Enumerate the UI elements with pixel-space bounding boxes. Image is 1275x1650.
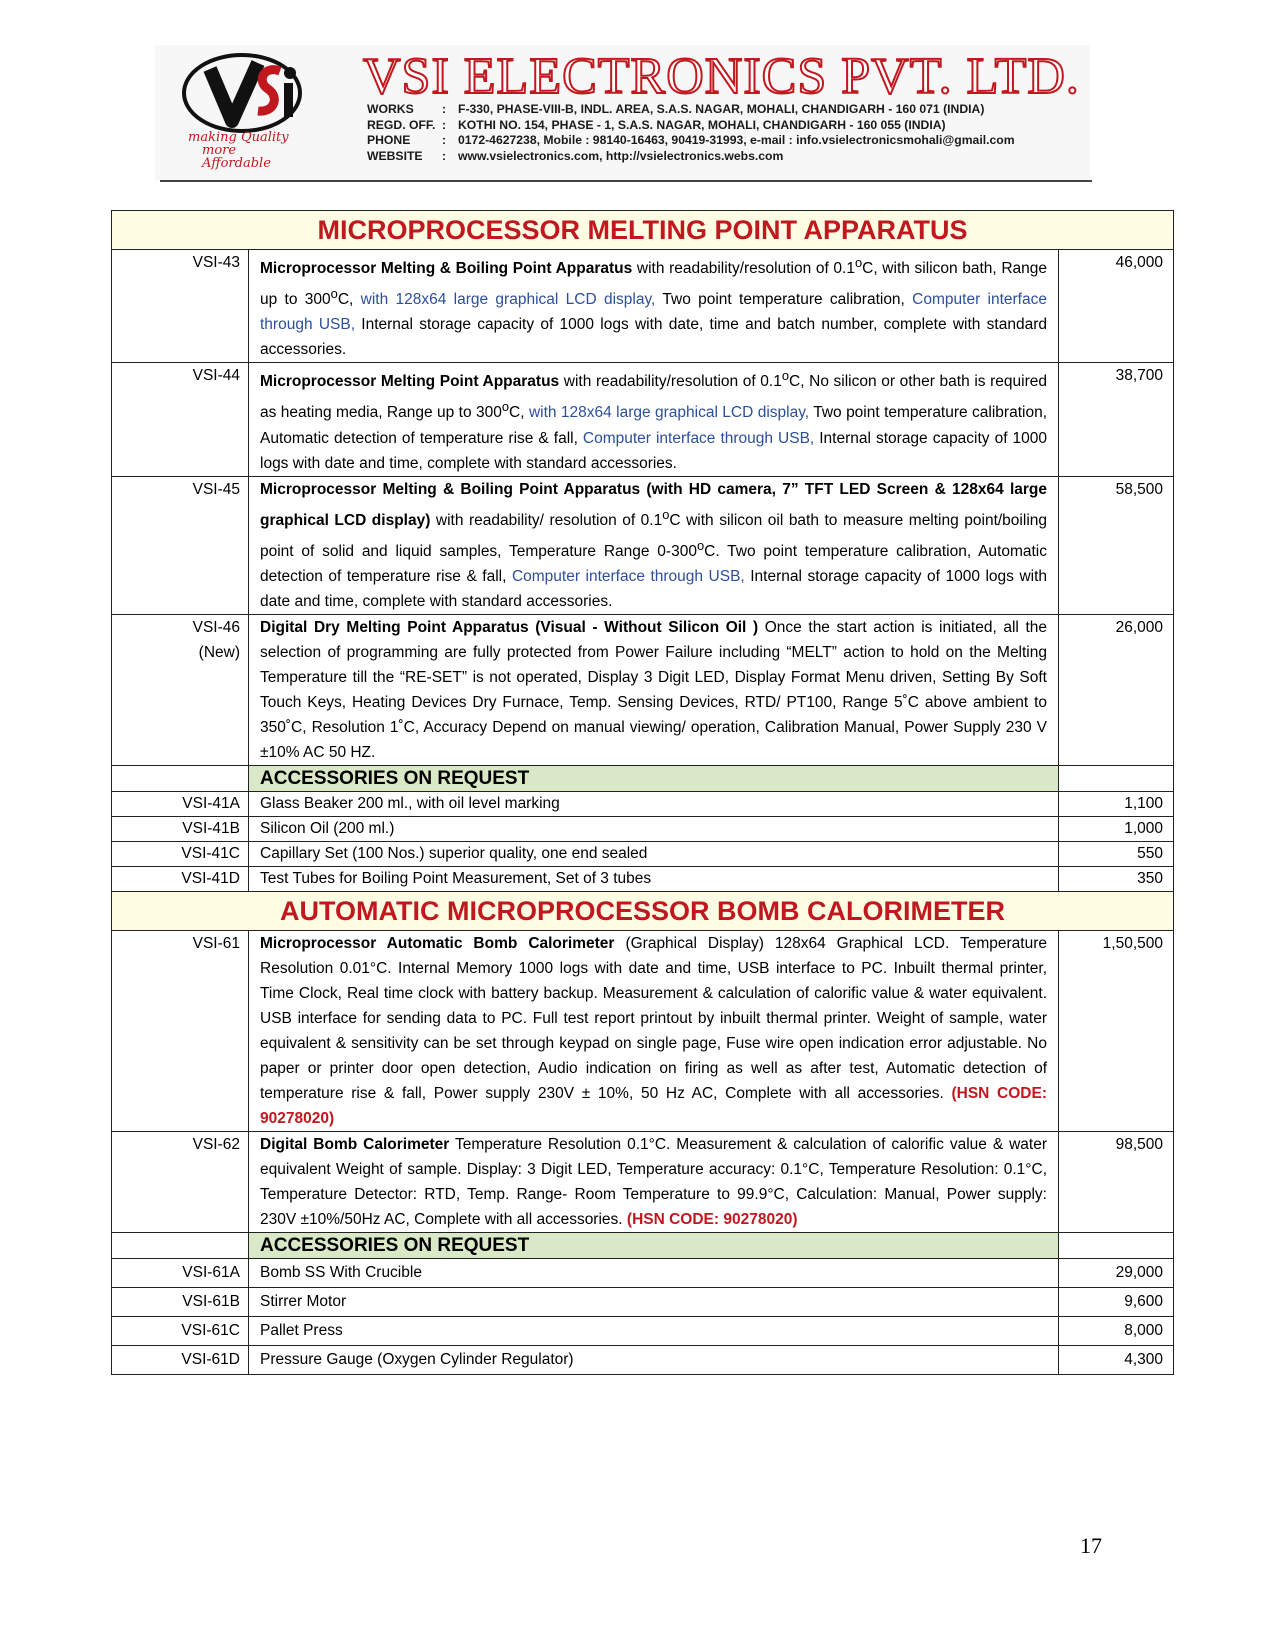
contact-label: REGD. OFF.: [367, 117, 436, 132]
desc-highlight: with 128x64 large graphical LCD display,: [360, 291, 656, 309]
contact-website: [367, 149, 1015, 165]
accessory-row: [112, 866, 1174, 891]
accessory-row: [112, 816, 1174, 841]
contact-label: PHONE: [367, 133, 411, 147]
product-description: [249, 250, 1059, 363]
accessory-row: [112, 841, 1174, 866]
product-code-note: (New): [198, 643, 240, 661]
degree-mark: o: [501, 399, 510, 415]
accessories-header: [112, 765, 1174, 791]
accessory-code: VSI-61A: [112, 1258, 249, 1287]
product-code: VSI-61: [112, 930, 249, 1131]
product-row: [112, 363, 1174, 476]
product-code: VSI-62: [112, 1131, 249, 1232]
desc-highlight: Computer interface through USB,: [260, 291, 1047, 334]
desc-text: (Graphical Display) 128x64 Graphical LCD. Temperature Resolution 0.01°C. Internal Memory 1000 logs with date and time, USB interface to PC. Inbuilt thermal printer, Time Clock, Real time clock with battery backup. Measurement & calculation of calorific value & water equivalent. USB interface for sending data to PC. Full test report printout by inbuilt thermal printer. Weight of sample, water equivalent & sensitivity can be set through keypad on single page, Fuse wire open indication error adjustable. No paper or printer door open detection, Audio indication on firing as well as after test, Automatic detection of temperature rise & fall, Power supply 230V ± 10%, 50 Hz AC, Complete with all accessories.: [260, 934, 1048, 1102]
degree-mark: o: [662, 506, 670, 522]
product-price: 46,000: [1059, 250, 1174, 363]
accessories-header: [112, 1232, 1174, 1258]
accessory-description: Test Tubes for Boiling Point Measurement, Set of 3 tubes: [249, 866, 1059, 891]
accessory-description: Stirrer Motor: [249, 1287, 1059, 1316]
section-title: MICROPROCESSOR MELTING POINT APPARATUS: [112, 211, 1174, 250]
degree-mark: o: [696, 537, 705, 553]
accessory-description: Pressure Gauge (Oxygen Cylinder Regulator): [249, 1345, 1059, 1374]
letterhead: [155, 45, 1090, 180]
desc-text: C,: [337, 291, 361, 309]
product-row: [112, 930, 1174, 1131]
contact-works: [367, 102, 1015, 118]
accessory-description: Bomb SS With Crucible: [249, 1258, 1059, 1287]
product-title: Digital Bomb Calorimeter: [260, 1135, 450, 1153]
product-title: Microprocessor Melting & Boiling Point Apparatus: [260, 260, 633, 278]
product-code: VSI-44: [112, 363, 249, 476]
desc-highlight: Computer interface through USB,: [582, 429, 815, 447]
accessory-code: VSI-61D: [112, 1345, 249, 1374]
section-header-calorimeter: [112, 891, 1174, 930]
accessories-title: ACCESSORIES ON REQUEST: [249, 765, 1059, 791]
product-row: [112, 614, 1174, 765]
product-price: 58,500: [1059, 476, 1174, 614]
desc-text: with readability/resolution of 0.1: [559, 373, 782, 391]
contact-separator: :: [442, 102, 447, 116]
accessory-code: VSI-61B: [112, 1287, 249, 1316]
desc-text: Once the start action is initiated, all the selection of programming are fully protected from Power Failure including “MELT” action to hold on the Melting Temperature till the “RE-SET” is not operated, Display 3 Digit LED, Display Format Menu driven, Setting By Soft Touch Keys, Heating Devices Dry Furnace, Temp. Sensing Devices, RTD/ PT100, Range 5˚C above ambient to 350˚C, Resolution 1˚C, Accuracy Depend on manual viewing/ operation, Calibration Manual, Power Supply 230 V ±10% AC 50 HZ.: [260, 618, 1048, 761]
product-price: 26,000: [1059, 614, 1174, 765]
contact-label: WORKS: [367, 102, 414, 116]
product-code: VSI-46: [192, 618, 240, 636]
accessories-title: ACCESSORIES ON REQUEST: [249, 1232, 1059, 1258]
accessory-row: [112, 1316, 1174, 1345]
desc-text: C. Two point temperature calibration, Automatic detection of temperature rise & fall,: [260, 542, 1047, 585]
accessory-price: 9,600: [1059, 1287, 1174, 1316]
product-description: [249, 930, 1059, 1131]
accessory-price: 4,300: [1059, 1345, 1174, 1374]
contact-block: [367, 102, 1015, 164]
hsn-code: (HSN CODE: 90278020): [626, 1210, 798, 1228]
product-title: Microprocessor Automatic Bomb Calorimeter: [260, 934, 615, 952]
product-price: 38,700: [1059, 363, 1174, 476]
company-tagline: [188, 131, 308, 170]
desc-text: C, with silicon bath, Range up to 300: [260, 260, 1047, 309]
section-title: AUTOMATIC MICROPROCESSOR BOMB CALORIMETER: [112, 891, 1174, 930]
contact-value: F-330, PHASE-VIII-B, INDL. AREA, S.A.S. NAGAR, MOHALI, CHANDIGARH - 160 071 (INDIA): [458, 102, 985, 116]
contact-regd-office: [367, 118, 1015, 134]
product-description: [249, 363, 1059, 476]
page-number: 17: [1080, 1533, 1102, 1558]
accessory-price: 550: [1059, 841, 1174, 866]
empty-cell: [112, 1232, 249, 1258]
desc-text: Internal storage capacity of 1000 logs with date and time, complete with standard accessories.: [260, 429, 1048, 472]
product-title: Microprocessor Melting & Boiling Point Apparatus (with HD camera, 7” TFT LED Screen & 128x64 large graphical LCD display): [260, 480, 1047, 529]
accessory-code: VSI-41B: [112, 816, 249, 841]
desc-text: Internal storage capacity of 1000 logs with date, time and batch number, complete with standard accessories.: [260, 316, 1047, 359]
accessory-price: 350: [1059, 866, 1174, 891]
product-price: 1,50,500: [1059, 930, 1174, 1131]
contact-value: www.vsielectronics.com, http://vsielectronics.webs.com: [458, 148, 784, 163]
section-header-melting: [112, 211, 1174, 250]
letterhead-divider: [160, 180, 1092, 182]
contact-separator: :: [442, 117, 447, 132]
desc-text: Temperature Resolution 0.1°C. Measurement & calculation of calorific value & water equivalent Weight of sample. Display: 3 Digit LED, Temperature accuracy: 0.1°C, Temperature Resolution: 0.1°C, Temperature Detector: RTD, Temp. Range- Room Temperature to 99.9°C, Calculation: Manual, Power supply: 230V ±10%/50Hz AC, Complete with all accessories.: [260, 1135, 1047, 1228]
desc-text: Two point temperature calibration, Automatic detection of temperature rise & fall,: [260, 404, 1047, 447]
empty-cell: [112, 765, 249, 791]
accessory-code: VSI-61C: [112, 1316, 249, 1345]
contact-phone: [367, 133, 1015, 149]
accessory-description: Silicon Oil (200 ml.): [249, 816, 1059, 841]
product-description: [249, 614, 1059, 765]
accessory-price: 1,100: [1059, 791, 1174, 816]
contact-value: KOTHI NO. 154, PHASE - 1, S.A.S. NAGAR, MOHALI, CHANDIGARH - 160 055 (INDIA): [458, 117, 946, 132]
accessory-price: 8,000: [1059, 1316, 1174, 1345]
desc-text: C with silicon oil bath to measure melting point/boiling point of solid and liquid samples, Temperature Range 0-300: [260, 511, 1047, 560]
accessory-row: [112, 1345, 1174, 1374]
contact-value: 0172-4627238, Mobile : 98140-16463, 90419-31993, e-mail : info.vsielectronicsmohali@gmail.com: [458, 133, 1015, 147]
degree-mark: o: [781, 368, 790, 384]
desc-text: with readability/ resolution of 0.1: [430, 511, 663, 529]
product-code: VSI-43: [112, 250, 249, 363]
product-title: Digital Dry Melting Point Apparatus (Visual - Without Silicon Oil ): [260, 618, 759, 636]
hsn-code: (HSN CODE: 90278020): [260, 1084, 1048, 1127]
product-code: VSI-45: [112, 476, 249, 614]
company-name: VSI ELECTRONICS PVT. LTD.: [363, 48, 1080, 105]
desc-text: C, No silicon or other bath is required as heating media, Range up to 300: [260, 373, 1047, 422]
degree-mark: o: [330, 286, 338, 302]
accessory-description: Pallet Press: [249, 1316, 1059, 1345]
product-description: [249, 476, 1059, 614]
accessory-price: 1,000: [1059, 816, 1174, 841]
accessory-code: VSI-41A: [112, 791, 249, 816]
product-price: 98,500: [1059, 1131, 1174, 1232]
desc-text: with readability/resolution of 0.1: [632, 260, 855, 278]
product-title: Microprocessor Melting Point Apparatus: [260, 373, 560, 391]
product-row: [112, 1131, 1174, 1232]
accessory-row: [112, 1287, 1174, 1316]
product-row: [112, 476, 1174, 614]
accessory-price: 29,000: [1059, 1258, 1174, 1287]
accessory-description: Capillary Set (100 Nos.) superior quality, one end sealed: [249, 841, 1059, 866]
desc-text: Two point temperature calibration,: [655, 291, 913, 309]
product-row: [112, 250, 1174, 363]
accessory-description: Glass Beaker 200 ml., with oil level marking: [249, 791, 1059, 816]
empty-cell: [1059, 765, 1174, 791]
contact-label: WEBSITE: [367, 148, 423, 163]
accessory-code: VSI-41D: [112, 866, 249, 891]
product-description: [249, 1131, 1059, 1232]
contact-separator: :: [442, 133, 447, 147]
degree-mark: o: [854, 255, 863, 270]
desc-text: Internal storage capacity of 1000 logs with date and time, complete with standard accessories.: [260, 567, 1048, 610]
empty-cell: [1059, 1232, 1174, 1258]
accessory-row: [112, 1258, 1174, 1287]
desc-text: C,: [509, 404, 529, 422]
product-code-cell: [112, 614, 249, 765]
desc-highlight: with 128x64 large graphical LCD display,: [528, 404, 810, 422]
price-list-table: [111, 210, 1174, 1375]
accessory-code: VSI-41C: [112, 841, 249, 866]
desc-highlight: Computer interface through USB,: [511, 567, 745, 585]
tagline-line-2: more Affordable: [202, 143, 271, 171]
accessory-row: [112, 791, 1174, 816]
contact-separator: :: [442, 148, 447, 163]
tagline-line-1: making Quality: [188, 130, 289, 145]
